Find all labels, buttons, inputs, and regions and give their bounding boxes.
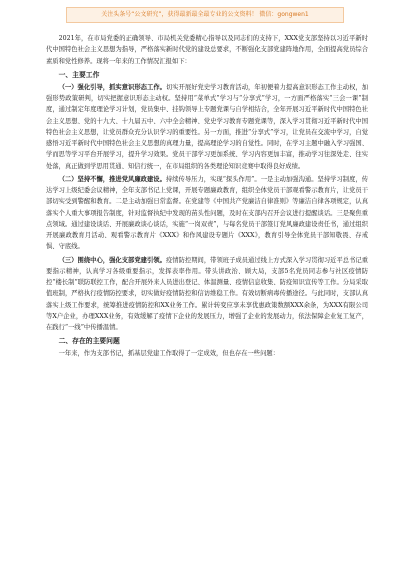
section-heading-problems: 二、存在的主要问题	[58, 337, 120, 346]
section-heading-main-work: 一、主要工作	[58, 70, 100, 79]
work-item-1-body: 切实开展好党史学习教育活动，年初便着力提高意识形态工作主动权，加强形势政策研判，切实把握意识形态主动权。坚持用“菜单式”学习与“分享式”学习，一方面严格落实“三会一课”制度，通过制定年度理论学习计划，党员集中、挂钩领导上专题党课与自学相结合，全年开展习近平新时代中国特色社会主义思想、党的十九大、十九届五中、六中全会精神、党史学习教育专题党课等，深入学习贯彻习近平新时代中国特色社会主义思想，让党员群众充分认识学习的重要性。另一方面，推进“分享式”学习，让党员在交流中学习，自觉感悟习近平新时代中国特色社会主义思想的真理力量，提高理论学习的自觉性。同时，在学习主题中融入学习强国、学而思等学习平台开展学习，提升学习效果。党员干部学习更加系统、学习内容更加丰富，推动学习往深处走、往实处落，真正做到学思用贯通、知信行统一，在市局组织的各类理论知识竞赛中取得良好成绩。	[46, 83, 369, 170]
work-item-1-lead: （一）强化引导，抓实意识形态工作。	[58, 83, 166, 91]
work-item-2-body: 持续传导压力，实现“探头作用”。一是主动加强沟通。坚持学习制度，传达学习上级纪委会议精神，全年支部书记上党课，开展专题廉政教育，组织全体党员干部观看警示教育片，让党员干部切实受到警醒和教育。二是主动加强日常监督。在党建等《中国共产党廉洁自律准则》等廉洁自律各项规定，认真落实个人重大事项报告制度，针对监督执纪中发现的苗头性问题，及时在支部内召开会议进行提醒谈话。三是聚焦重点领域。通过建设谈话、开展廉政谈心谈话，实施“一岗双责”，与每名党员干部签订党风廉政建设责任书，通过组织开展廉政教育月活动、观看警示教育片《XXX》和作风建设专题片《XXX》，教育引导全体党员干部知敬畏、存戒惧、守底线。	[46, 175, 368, 251]
promo-banner[interactable]	[66, 7, 344, 23]
document-body	[46, 33, 368, 360]
work-item-1	[46, 82, 368, 172]
work-item-3	[46, 255, 368, 334]
work-item-2-lead: （二）坚持不懈，推进党风廉政建设。	[58, 175, 166, 183]
work-item-2	[46, 174, 368, 253]
promo-banner-text: 关注头条号“公文研究”，获得最新最全最专业的公文资料！ 微信：gongwen1	[101, 11, 309, 18]
problems-paragraph: 一年来，作为支部书记，抓基层党建工作取得了一定成效，但也存在一些问题：	[58, 350, 279, 358]
intro-paragraph: 2021年，在市局党委的正确领导、市局机关党委精心指导以及同志们的支持下，XXX党支部坚持以习近平新时代中国特色社会主义思想为指导，严格落实新时代党的建设总要求，不断强化支部党建阵地作用，全面提高党员综合素质和党性修养。现将一年来的工作情况汇报如下：	[46, 35, 368, 65]
work-item-3-lead: （三）围绕中心，强化支部党建引领。	[58, 256, 166, 264]
work-item-3-body: 疫情防控期间，带领班子成员通过线上方式深入学习贯彻习近平总书记重要指示精神，认真学习各级重要指示，发挥表率作用。带头讲政治、顾大局，支部5名党员同志参与社区疫情防控“楼长制”联防联控工作，配合开展外来人员进出登记、体温测量、疫情信息收集、防疫知识宣传等工作。分局采取值班制，严格执行疫情防控要求，切实做好疫情防控和信访维稳工作。有效切断病毒传播途径。与此同时，支部认真落实上级工作要求，统筹推进疫情防控和XX业务工作。累计转变应享未享优惠政策数额XXX余条，为XXX有限公司等X户企业，办理XXX业务，有效缓解了疫情下企业的发展压力，增强了企业的发展动力，依法保障企业复工复产，在践行“一线”中传播温情。	[46, 256, 369, 331]
